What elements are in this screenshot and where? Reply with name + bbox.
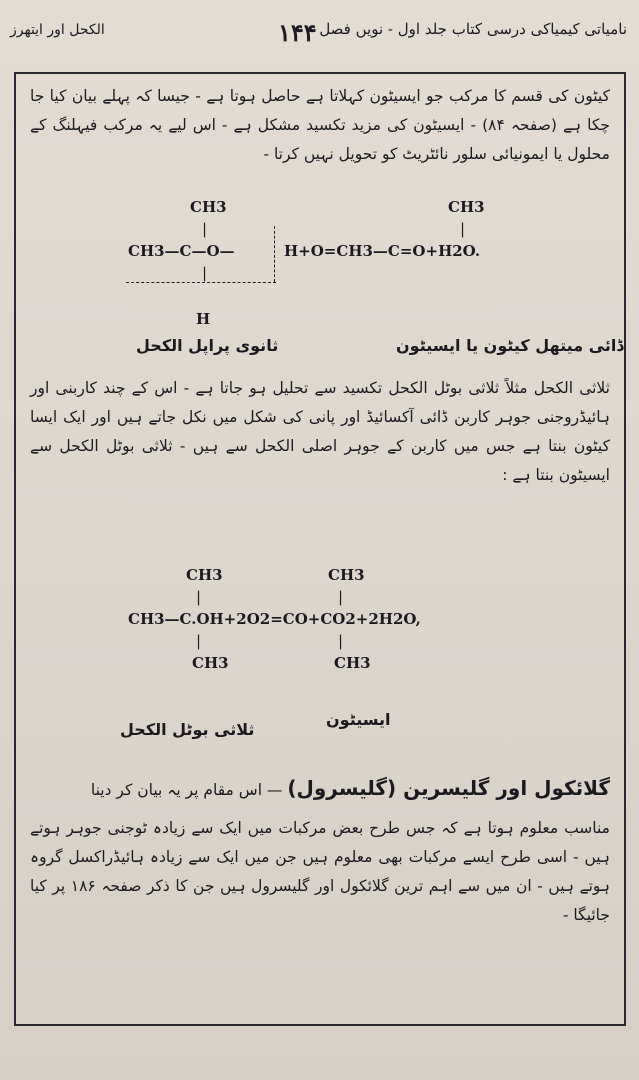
eq2-ch3-bot-a: CH3	[192, 654, 229, 672]
eq1-ch3-top-right: CH3	[448, 198, 485, 216]
section-heading-tail: — اس مقام پر یہ بیان کر دینا	[90, 781, 283, 799]
eq1-ch3-top-left: CH3	[190, 198, 227, 216]
eq2-ch3-top-b: CH3	[328, 566, 365, 584]
eq1-bond-up-right: |	[460, 220, 466, 238]
running-head: الکحل اور ایتھرز	[10, 22, 105, 38]
section-heading-line	[30, 770, 610, 806]
paragraph-1: کیٹون کی قسم کا مرکب جو ایسیٹون کہلاتا ہے حاصل ہوتا ہے - جیسا کہ پہلے بیان کیا جا چکا ہے (صفحہ ۸۴) - ایسیٹون کی مزید تکسید مشکل ہے - اس لیے یہ مرکب فیہلنگ کے محلول یا ایمونیائی سلور نائٹریٹ کو تحویل نہیں کرتا -	[30, 87, 611, 163]
eq1-dashed-box-bottom	[126, 282, 276, 283]
eq2-ch3-top-a: CH3	[186, 566, 223, 584]
eq2-ch3-bot-b: CH3	[334, 654, 371, 672]
eq2-bond-down-b: |	[338, 632, 344, 650]
text-frame	[14, 72, 626, 1026]
eq2-label-left: ثلاثی بوٹل الکحل	[120, 720, 255, 739]
eq1-bond-up: |	[202, 220, 208, 238]
page-number: ۱۴۴	[278, 18, 317, 47]
eq1-h-bottom: H	[196, 310, 211, 328]
eq2-main: CH3—C.OH+2O2=CO+CO2+2H2O,	[128, 610, 421, 628]
eq2-label-right: ایسیٹون	[326, 710, 391, 729]
eq1-bond-down: |	[202, 264, 208, 282]
paragraph-2: ثلاثی الکحل مثلاً ثلاثی بوٹل الکحل تکسید سے تحلیل ہو جاتا ہے - اس کے چند کاربنی اور ہائیڈروجنی جوہر کاربن ڈائی آکسائیڈ اور پانی کی شکل میں نکل جاتے ہیں اور ایک ایسا کیٹون بنتا ہے جس میں کاربن کے جوہر اصلی الکحل سے ہیں - ثلاثی بوٹل الکحل سے ایسیٹون بنتا ہے :	[30, 379, 610, 484]
paragraph-3: مناسب معلوم ہوتا ہے کہ جس طرح بعض مرکبات میں ایک سے زیادہ ٹوجنی جوہر ہوتے ہیں - اسی طرح ایسے مرکبات بھی معلوم ہیں جن میں ایک سے زیادہ ہائیڈراکسل گروہ ہوتے ہیں - ان میں سے اہم ترین گلائکول اور گلیسرول ہیں جن کا ذکر صفحہ ۱۸۶ پر کیا جائیگا -	[30, 819, 611, 924]
page-header	[10, 12, 627, 60]
eq2-bond-up-a: |	[196, 588, 202, 606]
eq2-bond-up-b: |	[338, 588, 344, 606]
section-heading: گلائکول اور گلیسرین (گلیسرول)	[287, 776, 610, 800]
eq1-label-right: ڈائی میتھل کیٹون یا ایسیٹون	[396, 336, 624, 355]
eq1-dashed-box-side	[274, 226, 275, 282]
eq1-middle: H+O=CH3—C=O+H2O.	[284, 242, 481, 260]
eq2-bond-down-a: |	[196, 632, 202, 650]
eq1-label-left: ثانوی پراپل الکحل	[136, 336, 279, 355]
eq1-left: CH3—C—O—	[128, 242, 235, 260]
book-title: نامیاتی کیمیاکی درسی کتاب جلد اول - نویں فصل	[319, 20, 627, 38]
